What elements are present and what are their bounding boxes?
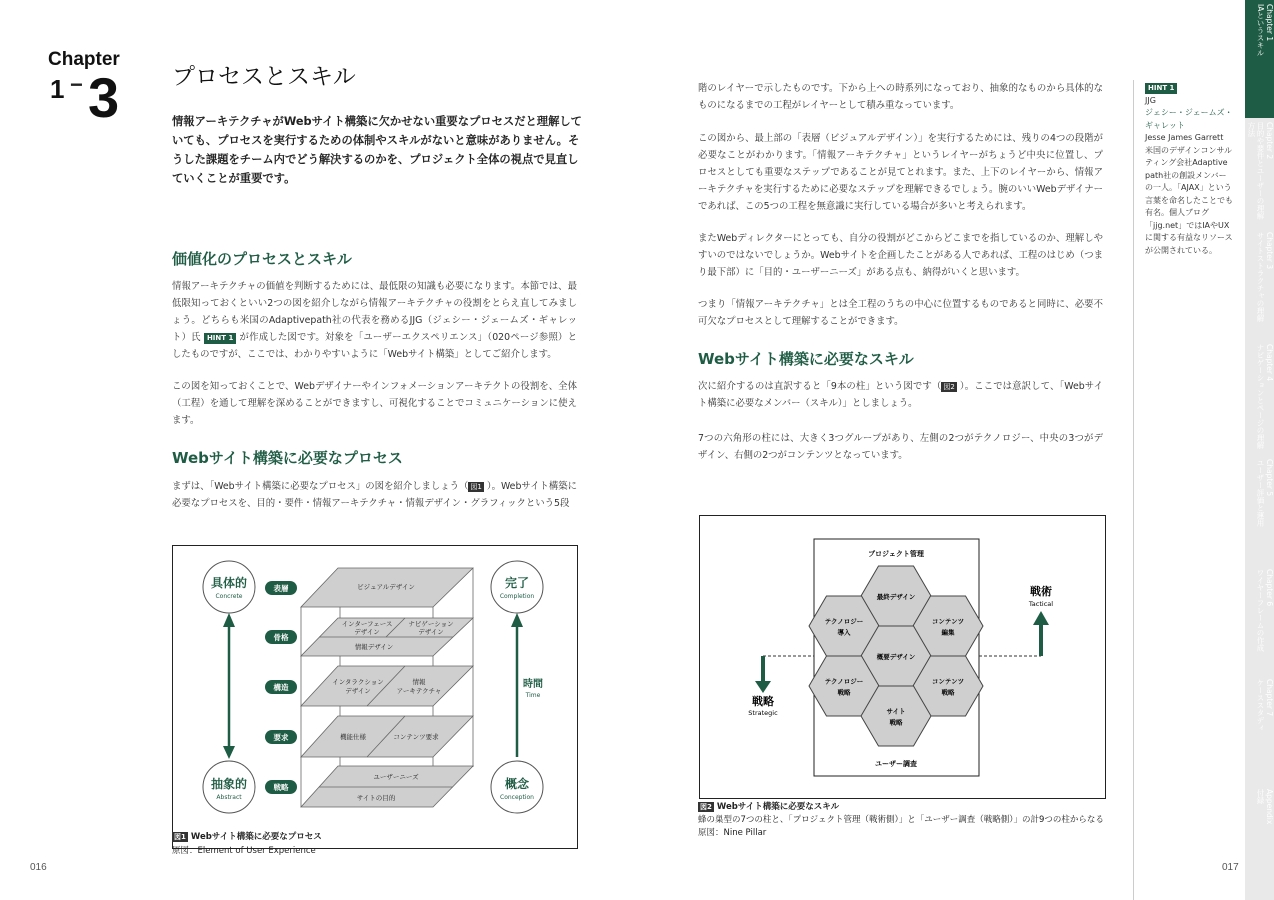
figure2-description: 蜂の巣型の7つの柱と、「プロジェクト管理（戦術側）」と「ユーザー調査（戦略側）」の計9つの柱からなる [698, 815, 1104, 825]
arrow-up-head [1033, 611, 1049, 625]
tab-label: Chapter 2 [1265, 122, 1274, 160]
label-project-management: プロジェクト管理 [868, 550, 924, 558]
label-time-en: Time [525, 692, 541, 699]
hint-badge: HINT 1 [1145, 83, 1177, 94]
tab-subtitle: ケーススタディ [1256, 679, 1265, 732]
hint-name: JJG [1145, 95, 1156, 105]
figure-number: 図1 [174, 833, 186, 841]
tab-label: Chapter 4 [1265, 344, 1274, 382]
tab-subtitle: 付録 [1256, 789, 1265, 804]
label-strategic-en: Strategic [748, 709, 778, 717]
section-heading-value: 価値化のプロセスとスキル [172, 250, 352, 268]
body-paragraph: またWebディレクターにとっても、自分の役割がどこからどこまでを指しているのか、理解しやすいのではないでしょうか。Webサイトを企画したことがある人であれば、工程のはじめ（つまり最下部）に「目的・ユーザーニーズ」がある点も、納得がいくと思います。 [698, 233, 1103, 278]
text: 情報アーキテクチャの価値を判断するためには、最低限の知識も必要になります。本節では、最低限知っておくといい2つの図を紹介しながら情報アーキテクチャの役割をとらえ直してみましょう。どちらも米国のAdaptivepath社の代表を務めるJJG（ジェシー・ジェームズ・ギャレット）氏 [172, 281, 577, 343]
svg-text:デザイン: デザイン [345, 687, 371, 695]
hexagon-label: サイト [886, 707, 906, 716]
arrow-down-icon [761, 656, 765, 681]
hexagon-label: コンテンツ [931, 617, 965, 626]
label-tactical-en: Tactical [1028, 600, 1054, 608]
svg-text:インタラクション: インタラクション [332, 678, 384, 686]
svg-text:骨格: 骨格 [273, 633, 289, 642]
text: ）。ここでは意訳して、「Webサイト構築に必要なメンバー（スキル）」としましょう。 [698, 381, 1103, 409]
arrow-up-icon [511, 613, 523, 627]
hexagon-label: 概要デザイン [876, 653, 916, 661]
svg-text:情報: 情報 [412, 678, 426, 686]
hexagon-label: 最終デザイン [876, 593, 916, 601]
tab-subtitle: サイトストラクチャの理解 [1256, 232, 1265, 322]
hint-english-name: Jesse James Garrett [1145, 133, 1224, 142]
hexagon-label: コンテンツ [931, 677, 965, 686]
label-conception: 概念 [504, 777, 530, 791]
layer-planes [301, 568, 473, 807]
arrow-up-icon [1039, 623, 1043, 656]
body-paragraph [698, 378, 1103, 412]
tab-subtitle: ワイヤーフレームの作成 [1256, 569, 1265, 652]
chapter-tabs [1245, 0, 1274, 900]
arrow-up-icon [223, 613, 235, 627]
tab-label: Chapter 7 [1265, 679, 1274, 717]
sidenote-divider [1133, 80, 1134, 900]
tab-label: Chapter 6 [1265, 569, 1274, 607]
text: まずは、「Webサイト構築に必要なプロセス」の図を紹介しましょう（ [172, 481, 469, 492]
svg-text:アーキテクチャ: アーキテクチャ [396, 687, 442, 695]
tab-subtitle: ナビゲーションとページの理解 [1256, 344, 1265, 449]
svg-text:情報デザイン: 情報デザイン [354, 643, 394, 651]
svg-text:機能仕様: 機能仕様 [340, 733, 366, 741]
hint-kana: ジェシー・ジェームズ・ギャレット [1145, 108, 1233, 130]
figure-ref: 図2 [943, 383, 955, 391]
text: ）。Webサイト構築に必要なプロセスを、目的・要件・情報アーキテクチャ・情報デザイン・グラフィックという5段 [172, 481, 577, 509]
svg-text:要求: 要求 [273, 733, 289, 742]
process-diagram [172, 545, 578, 849]
chapter-major-number: 1 [50, 74, 65, 104]
tab-subtitle: ユーザー評価と運用 [1256, 459, 1265, 527]
figure1-caption [172, 831, 322, 844]
body-paragraph [172, 278, 577, 363]
svg-text:インターフェース: インターフェース [341, 620, 393, 628]
svg-text:ユーザーニーズ: ユーザーニーズ [373, 773, 419, 781]
svg-text:戦略: 戦略 [273, 783, 289, 792]
label-time: 時間 [523, 679, 543, 690]
figure-ref: 図1 [470, 483, 482, 491]
chapter-tab[interactable] [1245, 0, 1274, 118]
caption-text: Webサイト構築に必要なプロセス [190, 832, 322, 842]
hexagon-label: 導入 [837, 628, 851, 637]
body-paragraph: 7つの六角形の柱には、大きく3つグループがあり、左側の2つがテクノロジー、中央の3つがデザイン、右側の2つがコンテンツとなっています。 [698, 433, 1103, 461]
page-title: プロセスとスキル [172, 64, 356, 90]
chapter-tab[interactable] [1245, 785, 1274, 900]
label-user-research: ユーザー調査 [875, 760, 917, 768]
hint-body: 米国のデザインコンサルティング会社Adaptive path社の創設メンバーの一人。「AJAX」という言葉を命名したことでも有名。個人ブログ「jjg.net」ではIAやUXに関する有益なリソースが公開されている。 [1145, 145, 1233, 255]
body-paragraph: この図から、最上部の「表層（ビジュアルデザイン）」を実行するためには、残りの4つの段階が必要なことがわかります。「情報アーキテクチャ」というレイヤーがちょうど中央に位置し、プロセスとしても重要なステップであることが見てとれます。また、上下のレイヤーから、情報アーキテクチャを実行するために必要なステップを理解できるでしょう。腕のいいWebデザイナーであれば、この5つの工程を無意識に実行している場合が多いと考えられます。 [698, 133, 1103, 212]
text: が作成した図です。対象を「ユーザーエクスペリエンス」（020ページ参照）としたものですが、ここでは、わかりやすいように「Webサイト構築」としてご紹介します。 [172, 332, 577, 360]
label-strategic: 戦略 [752, 695, 774, 708]
tab-subtitle: IAというスキル [1256, 4, 1265, 57]
svg-text:コンテンツ要求: コンテンツ要求 [393, 733, 439, 741]
label-conception-en: Conception [500, 794, 534, 801]
section-heading-process: Webサイト構築に必要なプロセス [172, 449, 403, 467]
body-paragraph [172, 478, 577, 512]
section-heading-skill: Webサイト構築に必要なスキル [698, 350, 914, 368]
hexagon-label: テクノロジー [824, 617, 864, 626]
label-completion-en: Completion [499, 593, 535, 600]
layer-pills [265, 581, 297, 794]
text: 次に紹介するのは直訳すると「9本の柱」という図です（ [698, 381, 942, 392]
arrow-down-head [755, 681, 771, 693]
chapter-tab[interactable] [1245, 118, 1274, 228]
tab-subtitle: 目的や要件とユーザーの理解方法 [1247, 122, 1265, 220]
label-concrete: 具体的 [210, 576, 248, 590]
tab-label: Appendix [1265, 789, 1274, 825]
svg-text:表層: 表層 [273, 584, 289, 593]
svg-text:ビジュアルデザイン: ビジュアルデザイン [357, 583, 415, 591]
tab-label: Chapter 5 [1265, 459, 1274, 497]
hexagon-label: 戦略 [941, 688, 955, 697]
hint-badge[interactable]: HINT 1 [204, 333, 236, 344]
label-completion: 完了 [504, 576, 530, 590]
body-paragraph: この図を知っておくことで、Webデザイナーやインフォメーションアーキテクトの役割を、全体（工程）を通して理解を深めることができますし、可視化することでコミュニケーションに使えます。 [172, 381, 577, 426]
chapter-label: Chapter [48, 49, 120, 70]
svg-text:サイトの目的: サイトの目的 [356, 794, 396, 802]
svg-text:構造: 構造 [273, 683, 289, 692]
label-abstract-en: Abstract [216, 794, 242, 801]
label-concrete-en: Concrete [215, 593, 243, 600]
arrow-down-icon [223, 746, 235, 759]
figure2-caption [698, 801, 839, 814]
chapter-tab[interactable] [1245, 565, 1274, 675]
hint-sidenote [1145, 82, 1233, 257]
chapter-minor-number: 3 [88, 66, 120, 129]
chapter-tab[interactable] [1245, 455, 1274, 565]
lead-paragraph: 情報アーキテクチャがWebサイト構築に欠かせない重要なプロセスだと理解していても、プロセスを実行するための体制やスキルがないと意味がありません。そうした課題をチーム内でどう解決するのかを、プロジェクト全体の視点で見直していくことが重要です。 [172, 115, 582, 185]
body-paragraph: 階のレイヤーで示したものです。下から上への時系列になっており、抽象的なものから具体的なものになるまでの工程がレイヤーとして積み重なっています。 [698, 83, 1103, 111]
svg-text:デザイン: デザイン [418, 628, 444, 636]
hexagon-label: テクノロジー [824, 677, 864, 686]
chapter-tab[interactable] [1245, 340, 1274, 455]
hexagon-label: 戦略 [889, 718, 903, 727]
caption-text: Webサイト構築に必要なスキル [716, 802, 840, 812]
chapter-tab[interactable] [1245, 675, 1274, 785]
tab-label: Chapter 3 [1265, 232, 1274, 270]
hexagon-label: 戦略 [837, 688, 851, 697]
svg-text:デザイン: デザイン [354, 628, 380, 636]
page-number-left: 016 [30, 862, 47, 873]
chapter-tab[interactable] [1245, 228, 1274, 340]
tab-label: Chapter 1 [1265, 4, 1274, 42]
label-abstract: 抽象的 [210, 777, 248, 791]
figure1-source: 原図：Element of User Experience [172, 846, 316, 856]
nine-pillars-diagram [699, 515, 1106, 799]
figure2-source: 原図：Nine Pillar [698, 828, 767, 838]
hexagon-label: 編集 [941, 628, 955, 637]
label-tactical: 戦術 [1030, 585, 1052, 598]
page-number-right: 017 [1222, 862, 1239, 873]
body-paragraph: つまり「情報アーキテクチャ」とは全工程のうちの中心に位置するものであると同時に、必要不可欠なプロセスとして理解することができます。 [698, 299, 1103, 327]
chapter-dash: − [70, 72, 83, 97]
svg-text:ナビゲーション: ナビゲーション [408, 620, 454, 628]
figure-number: 図2 [700, 803, 712, 811]
